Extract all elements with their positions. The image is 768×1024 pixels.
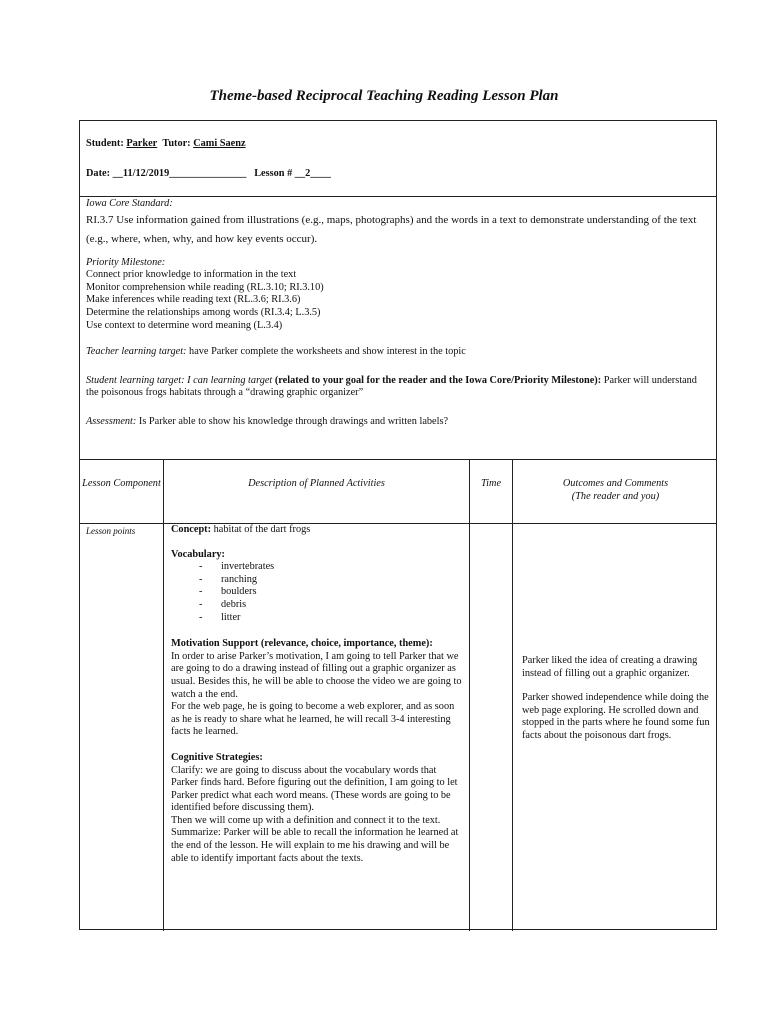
motivation-text: For the web page, he is going to become a web explorer, and as soon as he is ready to share what he learned, he will recall 3-4 interesting facts he learned.	[171, 701, 455, 738]
planned-activities-cell	[171, 524, 463, 865]
header-time: Time	[480, 478, 502, 489]
iowa-standard-label: Iowa Core Standard:	[86, 198, 173, 209]
vocab-item: - ranching	[199, 574, 463, 587]
teacher-target-label: Teacher learning target:	[86, 346, 187, 358]
concept	[171, 524, 463, 537]
student-target-bold: (related to your goal for the reader and the Iowa Core/Priority Milestone):	[272, 374, 602, 386]
student-name: Parker	[126, 138, 158, 149]
lesson-number-line: Lesson # __2____	[254, 168, 331, 179]
priority-item: Monitor comprehension while reading (RL.3.10; RI.3.10)	[86, 281, 324, 293]
priority-item: Make inferences while reading text (RL.3.6; RI.3.6)	[86, 294, 301, 306]
iowa-standard-text: RI.3.7 Use information gained from illustrations (e.g., maps, photographs) and the words in a text to demonstrate understanding of the text (e.g., where, when, why, and how key events occur).	[86, 213, 697, 245]
outcomes-cell	[522, 655, 712, 743]
student-target-text: Parker will understand the poisonous frogs habitats through a “drawing graphic organizer”	[86, 374, 697, 399]
assessment-text: Is Parker able to show his knowledge through drawings and written labels?	[136, 415, 449, 427]
column-divider	[163, 459, 164, 931]
vocabulary-list	[171, 561, 463, 624]
outcome-comment: Parker liked the idea of creating a drawing instead of filling out a graphic organizer.	[522, 655, 698, 679]
column-divider	[469, 459, 470, 931]
vocab-item: - invertebrates	[199, 561, 463, 574]
header-outcomes	[513, 478, 718, 503]
tutor-label: Tutor:	[162, 138, 191, 149]
outcome-comment: Parker showed independence while doing the web page exploring. He scrolled down and stopped in the parts where he found some fun facts about the poisonous dart frogs.	[522, 692, 710, 741]
cognitive-label: Cognitive Strategies:	[171, 751, 263, 763]
date-lesson-line	[86, 168, 710, 181]
cognitive-text: Summarize: Parker will be able to recall the information he learned at the end of the lesson. He will explain to me his drawing and will be able to identify important facts about the texts.	[171, 827, 459, 864]
assessment	[86, 416, 710, 429]
header-outcomes-line2: (The reader and you)	[571, 490, 660, 502]
student-target-label: Student learning target: I can learning target	[86, 374, 273, 386]
student-label: Student:	[86, 138, 124, 149]
vocabulary-label: Vocabulary:	[171, 548, 225, 560]
student-target	[86, 375, 710, 400]
motivation-label: Motivation Support (relevance, choice, importance, theme):	[171, 638, 433, 650]
date-line: Date: __11/12/2019_______________	[86, 168, 247, 179]
concept-text: habitat of the dart frogs	[211, 524, 311, 535]
teacher-target-text: have Parker complete the worksheets and show interest in the topic	[186, 346, 466, 358]
teacher-target	[86, 346, 710, 359]
divider	[80, 459, 716, 460]
cognitive-text: Then we will come up with a definition and connect it to the text.	[171, 814, 441, 826]
divider	[80, 196, 716, 197]
vocab-item: - boulders	[199, 586, 463, 599]
column-divider	[512, 459, 513, 931]
lesson-points-cell: Lesson points	[86, 526, 136, 536]
priority-item: Connect prior knowledge to information in the text	[86, 269, 297, 281]
priority-milestone-label: Priority Milestone:	[86, 256, 166, 268]
motivation-text: In order to arise Parker’s motivation, I am going to tell Parker that we are going to do a drawing instead of filling out a graphic organizer as usual. Besides this, he will be able to choose the video we are going to watch a the end.	[171, 650, 462, 700]
concept-label: Concept:	[171, 524, 212, 535]
priority-item: Use context to determine word meaning (L.3.4)	[86, 319, 283, 331]
student-tutor-line	[86, 138, 710, 151]
tutor-name: Cami Saenz	[193, 138, 246, 149]
document-title: Theme-based Reciprocal Teaching Reading Lesson Plan	[209, 88, 559, 104]
header-outcomes-line1: Outcomes and Comments	[562, 478, 669, 489]
header-lesson-component: Lesson Component	[82, 478, 161, 489]
header-description: Description of Planned Activities	[248, 478, 385, 489]
assessment-label: Assessment:	[86, 415, 137, 427]
vocab-item: - debris	[199, 599, 463, 612]
standards-section	[86, 198, 710, 429]
cognitive-text: Clarify: we are going to discuss about the vocabulary words that Parker finds hard. Before figuring out the definition, I am going to let Parker predict what each word means. (These words are going to be identified before discussing them).	[171, 764, 458, 814]
lesson-plan-table	[79, 120, 717, 930]
priority-item: Determine the relationships among words (RI.3.4; L.3.5)	[86, 306, 321, 318]
vocab-item: - litter	[199, 612, 463, 625]
